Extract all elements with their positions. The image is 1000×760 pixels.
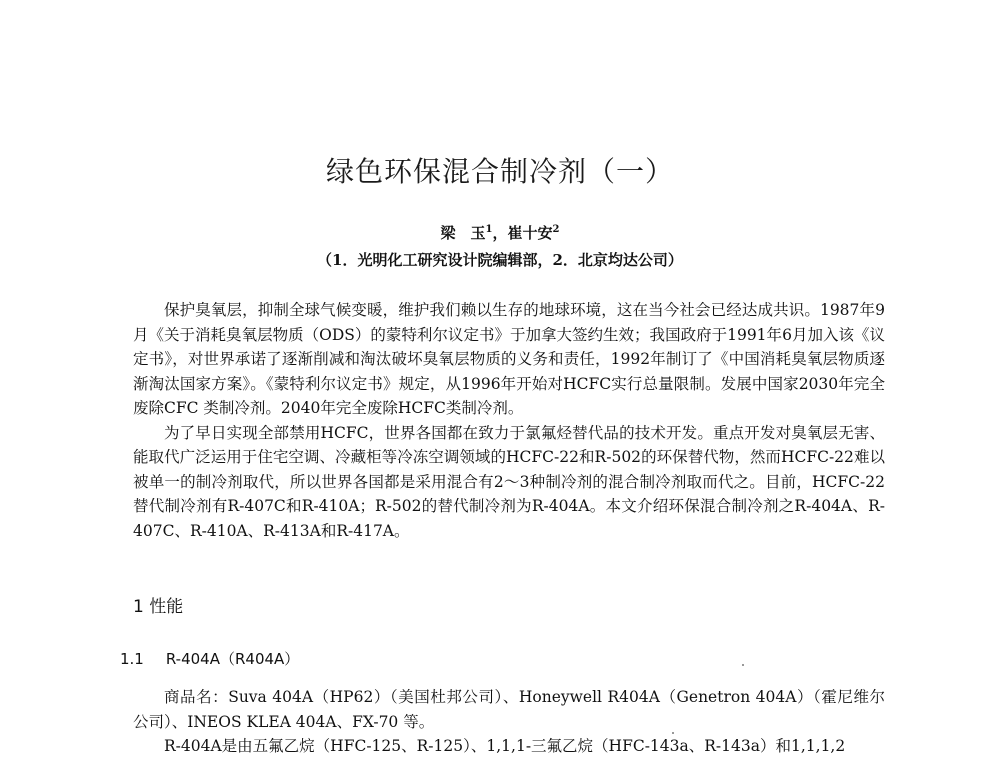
subsection-number: 1.1 xyxy=(120,650,144,668)
section-number: 1 xyxy=(133,597,144,617)
subsection-title: R-404A（R404A） xyxy=(165,650,300,668)
author-separator: ， xyxy=(492,224,508,242)
body-paragraph: 商品名：Suva 404A（HP62）（美国杜邦公司）、Honeywell R404A（Genetron 404A）（霍尼维尔公司）、INEOS KLEA 404A、FX-70 等。 xyxy=(133,688,885,731)
author-name: 崔十安 xyxy=(507,224,553,242)
author-affiliation-mark: 2 xyxy=(552,224,560,235)
subsection-heading xyxy=(120,648,299,669)
scan-speck xyxy=(742,664,744,666)
section-heading xyxy=(133,592,183,617)
body-paragraph: 为了早日实现全部禁用HCFC，世界各国都在致力于氯氟烃替代品的技术开发。重点开发对臭氧层无害、能取代广泛运用于住宅空调、冷藏柜等冷冻空调领域的HCFC-22和R-502的环保替代物，然而HCFC-22难以被单一的制冷剂取代，所以世界各国都是采用混合有2～3种制冷剂的混合制冷剂取而代之。目前，HCFC-22替代制冷剂有R-407C和R-410A；R-502的替代制冷剂为R-404A。本文介绍环保混合制冷剂之R-404A、R-407C、R-410A、R-413A和R-417A。 xyxy=(133,423,885,540)
subsection-body xyxy=(133,685,885,759)
author-line xyxy=(0,222,1000,243)
section-title: 性能 xyxy=(149,597,184,617)
intro-section xyxy=(133,298,885,543)
body-paragraph: R-404A是由五氟乙烷（HFC-125、R-125）、1,1,1-三氟乙烷（HFC-143a、R-143a）和1,1,1,2 xyxy=(164,737,846,755)
paper-title: 绿色环保混合制冷剂（一） xyxy=(325,155,674,188)
affiliation-line: （1．光明化工研究设计院编辑部，2．北京均达公司） xyxy=(317,251,683,269)
body-paragraph: 保护臭氧层，抑制全球气候变暖，维护我们赖以生存的地球环境，这在当今社会已经达成共识。1987年9月《关于消耗臭氧层物质（ODS）的蒙特利尔议定书》于加拿大签约生效；我国政府于1991年6月加入该《议定书》，对世界承诺了逐渐削减和淘汰破坏臭氧层物质的义务和责任，1992年制订了《中国消耗臭氧层物质逐渐淘汰国家方案》。《蒙特利尔议定书》规定，从1996年开始对HCFC实行总量限制。发展中国家2030年完全废除CFC 类制冷剂。2040年完全废除HCFC类制冷剂。 xyxy=(133,301,885,417)
author-affiliation-mark: 1 xyxy=(485,224,493,235)
author-name: 梁 玉 xyxy=(440,224,486,242)
scan-speck xyxy=(672,732,674,734)
